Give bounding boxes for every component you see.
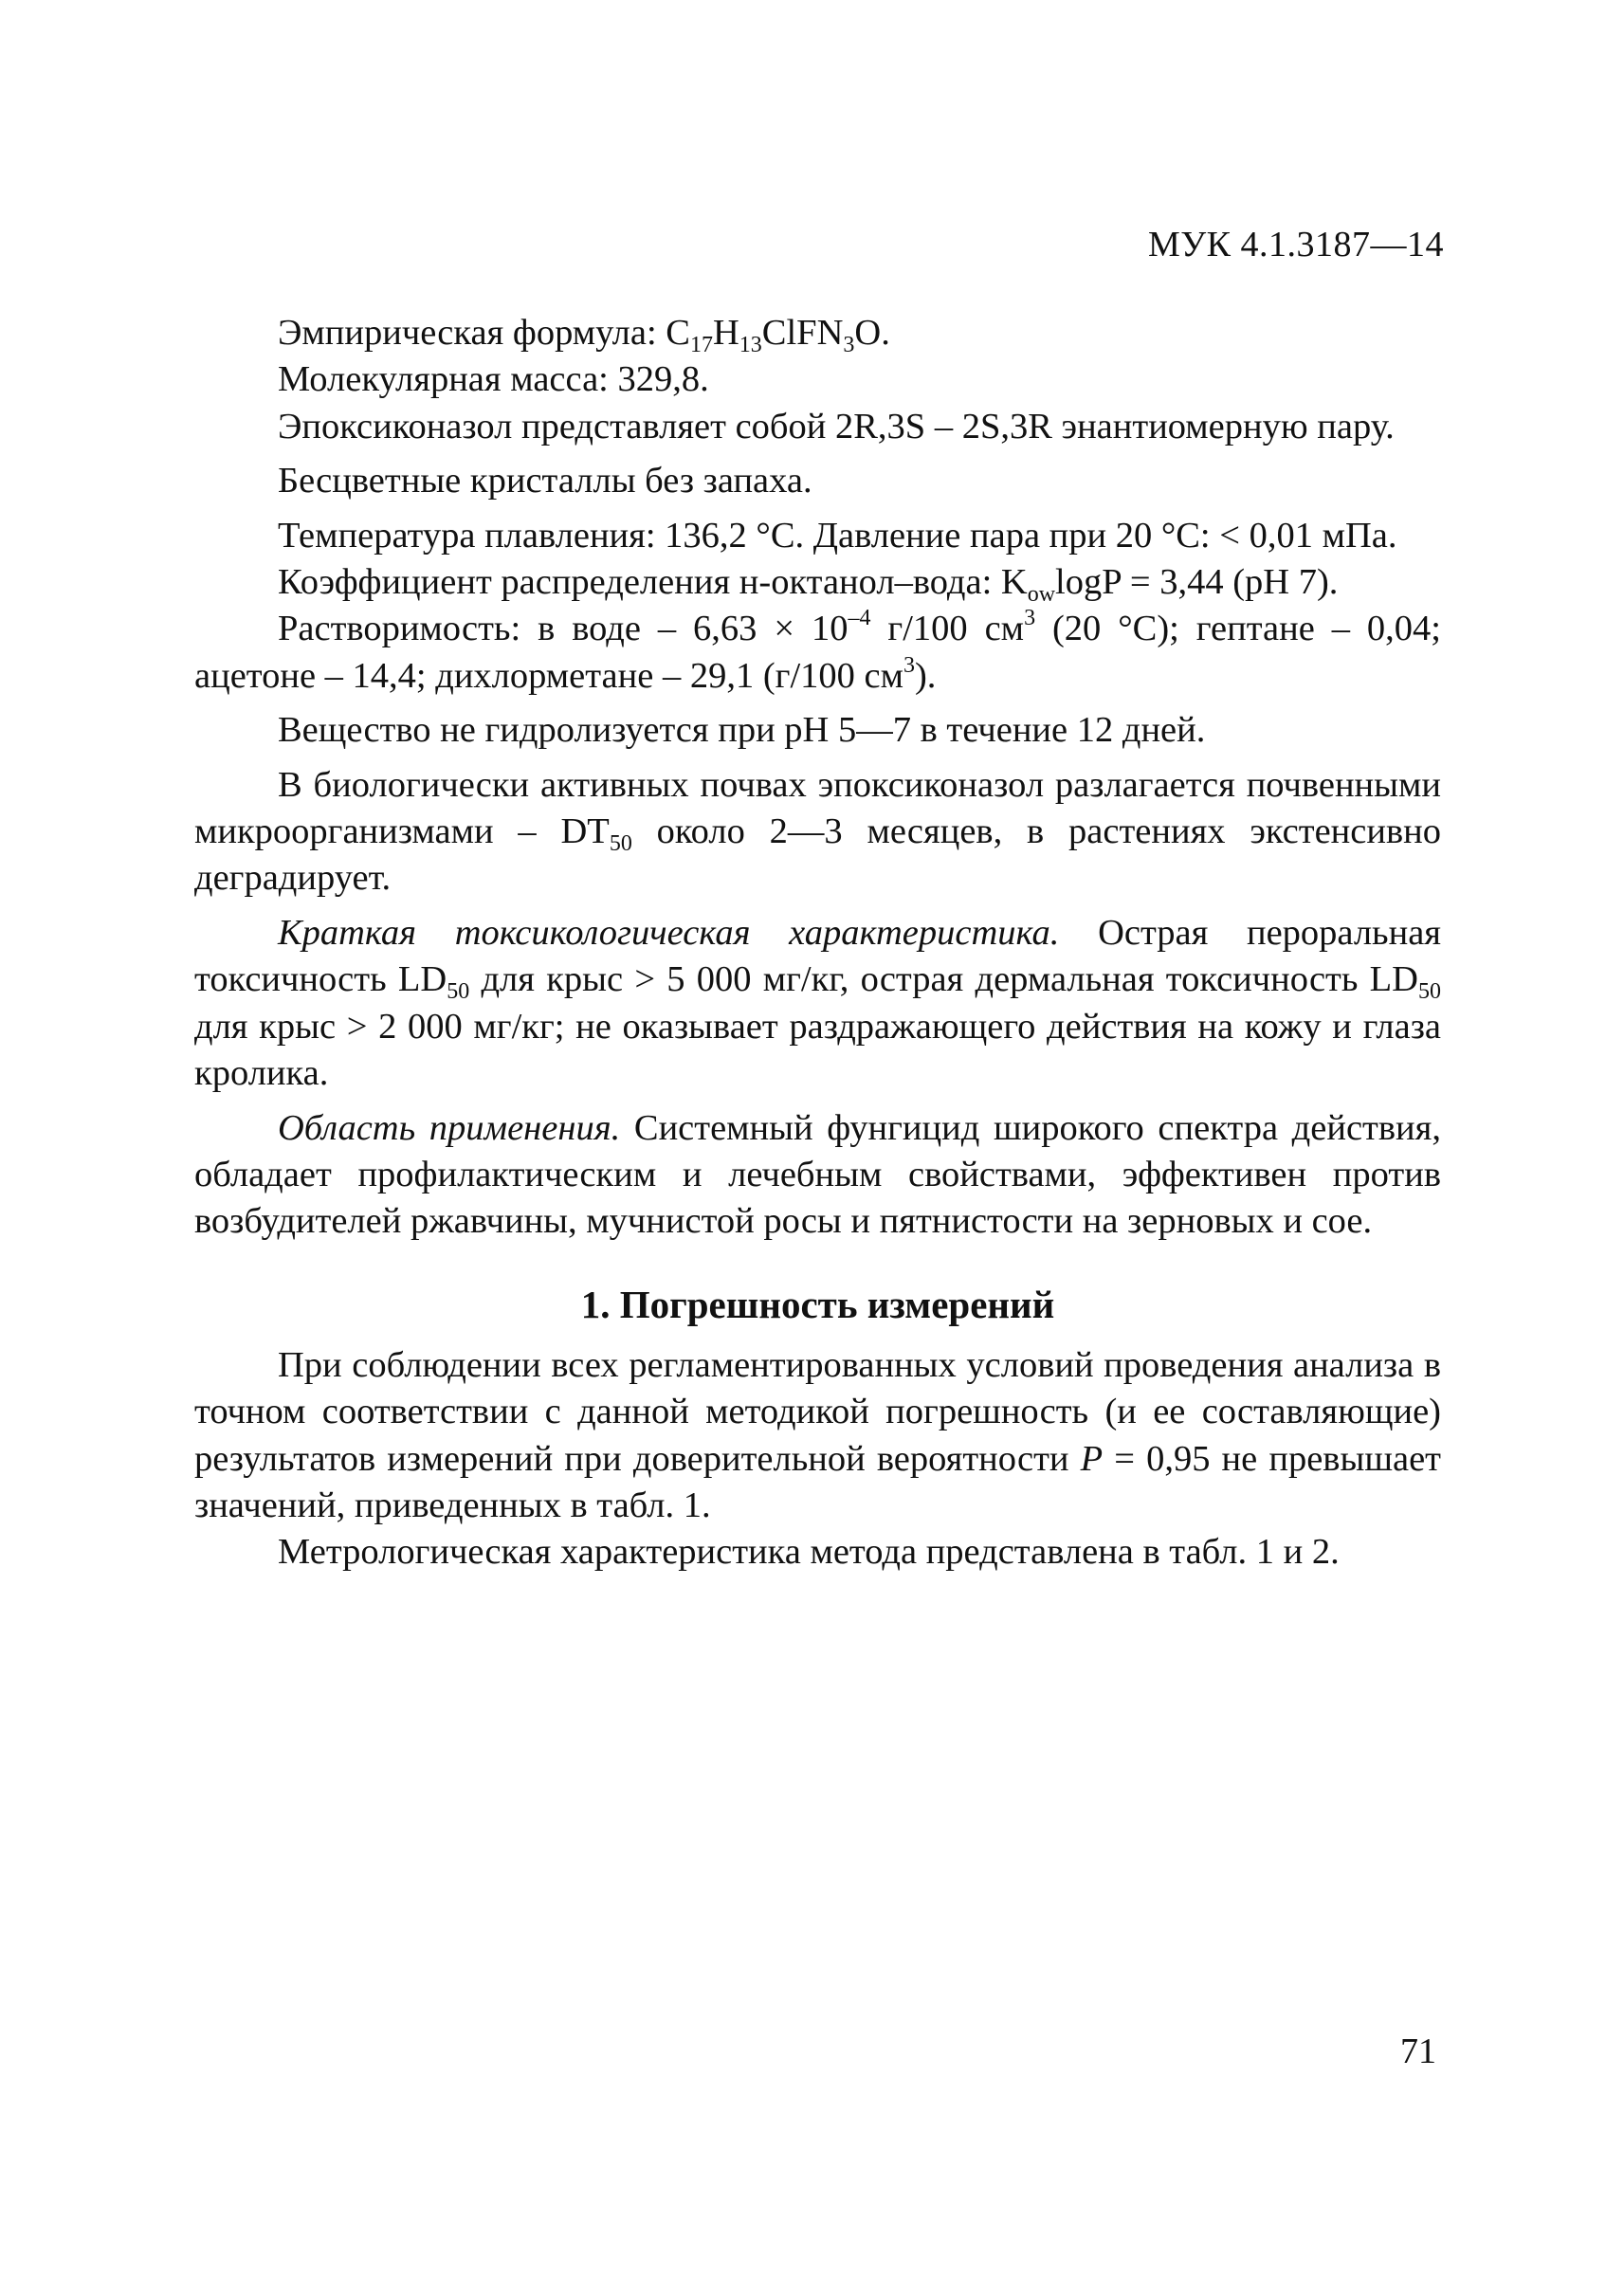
document-code: МУК 4.1.3187—14 — [1147, 225, 1444, 264]
application-paragraph: Область применения. Системный фунгицид широкого спектра действия, обладает профилактическим и лечебным свойствами, эффективен против возбудителей ржавчины, мучнистой росы и пятнистости на зерновых и сое. — [194, 1107, 1441, 1242]
section-heading: 1. Погрешность измерений — [580, 1282, 1055, 1326]
appearance-text: Бесцветные кристаллы без запаха. — [278, 461, 812, 501]
soil-degradation-text: В биологически активных почвах эпоксиконазол разлагается почвенными микроорганизмами – $DT_{50}$ около 2—3 месяцев, в растениях экстенсивно деградирует. — [194, 764, 1441, 899]
solubility-text: Растворимость: в воде – $6,63 \times 10^{-4}$ г/100 $см^3$ (20 °C); гептане – 0,04; ацетоне – 14,4; дихлорметане – 29,1 (г/100 $см^3$). — [194, 606, 1441, 696]
measurement-error-paragraph: При соблюдении всех регламентированных условий проведения анализа в точном соответствии с данной методикой погрешность (и ее составляющие) результатов измерений при доверительной вероятности P = 0,95 не превышает значений, приведенных в табл. 1. — [194, 1344, 1441, 1525]
document-body — [194, 310, 1441, 1576]
application-label: Область применения. — [278, 1107, 621, 1148]
empirical-formula: Эмпирическая формула: $C_{17}H_{13}ClFN_3O$. — [278, 313, 890, 357]
molar-mass: Молекулярная масса: 329,8. — [278, 359, 709, 400]
melting-text: Температура плавления: 136,2 °C. Давление пара при 20 °C: < 0,01 мПа. — [278, 515, 1397, 556]
enantiomer-text: Эпоксиконазол представляет собой 2R,3S – 2S,3R энантиомерную пару. — [278, 406, 1395, 446]
page-number: 71 — [1400, 2032, 1436, 2071]
toxicology-paragraph: Краткая токсикологическая характеристика. Острая пероральная токсичность $LD_{50}$ для крыс > 5 000 мг/кг, острая дермальная токсичность $LD_{50}$ для крыс > 2 000 мг/кг; не оказывает раздражающего действия на кожу и глаза кролика. — [194, 912, 1441, 1094]
hydrolysis-text: Вещество не гидролизуется при pH 5—7 в течение 12 дней. — [278, 710, 1206, 751]
metrology-paragraph: Метрологическая характеристика метода представлена в табл. 1 и 2. — [278, 1532, 1340, 1573]
partition-coefficient: Коэффициент распределения н-октанол–вода: $K_{ow}\log P = 3,44$ (pH 7). — [278, 562, 1339, 608]
toxicology-label: Краткая токсикологическая характеристика. — [278, 912, 1060, 953]
